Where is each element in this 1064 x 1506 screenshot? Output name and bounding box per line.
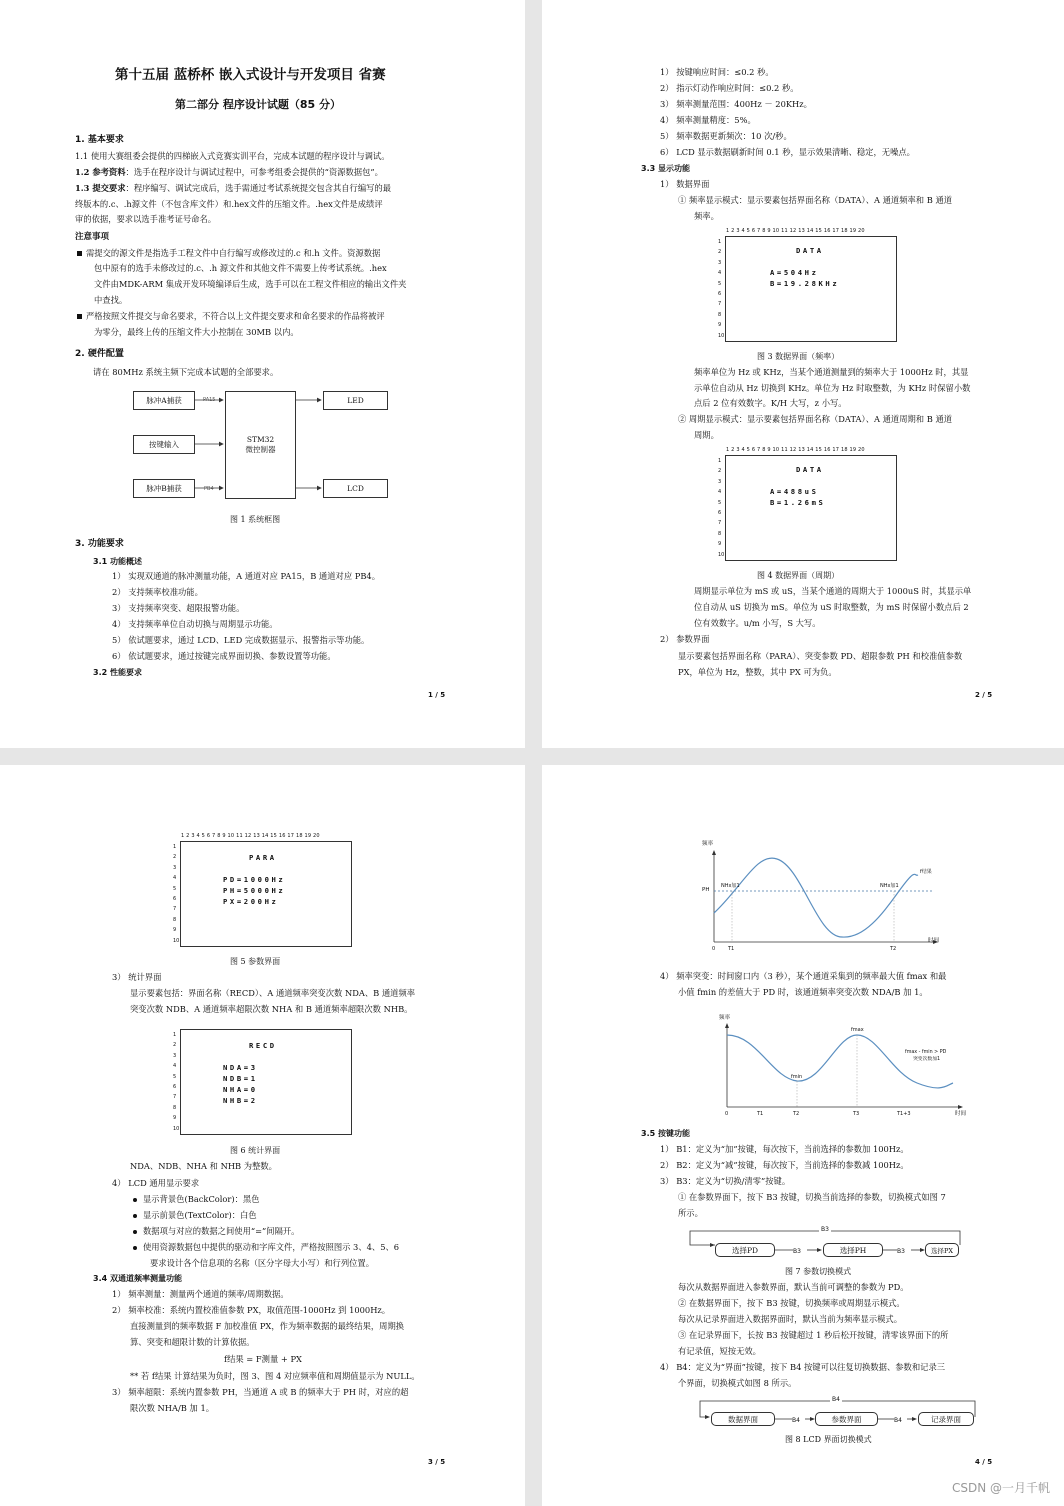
- heading-3-3: 3.3 显示功能: [641, 164, 690, 173]
- lcd-para: [173, 833, 352, 947]
- lcd-column-ruler: 1 2 3 4 5 6 7 8 9 10 11 12 13 14 15 16 17 18 19 20: [726, 447, 865, 453]
- lcd-line-title: DATA: [796, 465, 824, 474]
- b3-param-b: 所示。: [678, 1208, 703, 1218]
- para-ui-heading: 2） 参数界面: [660, 634, 710, 644]
- lcd-line-px: PX=200Hz: [223, 897, 279, 906]
- text-1-3-b: 终版本的.c、.h源文件（不包含库文件）和.hex文件的压缩文件。.hex文件是成绩评: [75, 199, 383, 209]
- chart1-nhx1: NHx加1: [721, 883, 740, 889]
- lcd-data-frequency: [718, 228, 897, 342]
- chart2-t13: T1+3: [897, 1111, 911, 1117]
- heading-3-2: 3.2 性能要求: [93, 668, 142, 677]
- page-1: [0, 0, 525, 748]
- formula-note: ** 若 f结果 计算结果为负时，图 3、图 4 对应频率值和周期值显示为 NULL。: [130, 1371, 420, 1381]
- meas-item: 1） 频率测量：测量两个通道的频率/周期数据。: [112, 1289, 289, 1299]
- lcd-bullet-1: [133, 1194, 260, 1205]
- key-b1: 1） B1：定义为“加”按键，每次按下，当前选择的参数加 100Hz。: [660, 1144, 909, 1154]
- label-1-2: 1.2 参考资料: [75, 167, 126, 177]
- heading-3-1: 3.1 功能概述: [93, 557, 142, 566]
- block-led: LED: [323, 391, 388, 410]
- b3-text-5: 有记录值，短按无效。: [678, 1346, 761, 1356]
- b3-text-2: ② 在数据界面下，按下 B3 按键，切换频率或周期显示模式。: [678, 1298, 905, 1308]
- fig5-caption: 图 5 参数界面: [230, 957, 281, 966]
- fig8-node-recd: 记录界面: [918, 1412, 974, 1426]
- fig7-top-arrow-label: B3: [821, 1226, 829, 1233]
- csdn-watermark: CSDN @一月千帆: [951, 1481, 1050, 1495]
- note-2-b: 为零分，最终上传的压缩文件大小控制在 30MB 以内。: [94, 327, 299, 337]
- lcd-line-nha: NHA=0: [223, 1085, 258, 1094]
- b3-text-1: 每次从数据界面进入参数界面，默认当前可调整的参数为 PD。: [678, 1282, 909, 1292]
- formula: f结果 = F测量 + PX: [224, 1354, 302, 1364]
- fig7-node-px: 选择PX: [925, 1243, 959, 1257]
- lcd-line-a: A=504Hz: [770, 268, 819, 277]
- lcd-bullet-4-text: 使用资源数据包中提供的驱动和字库文件，严格按照图示 3、4、5、6: [143, 1242, 400, 1252]
- para-note-2: PX，单位为 Hz，整数，其中 PX 可为负。: [678, 667, 837, 677]
- fig1-caption: 图 1 系统框图: [230, 515, 281, 524]
- freq-note-3: 点后 2 位有效数字。K/H 大写，z 小写。: [694, 398, 847, 408]
- fig4-caption: 图 4 数据界面（周期）: [757, 571, 840, 580]
- text-1-3: [75, 183, 391, 194]
- chart2-t2: T2: [793, 1111, 800, 1117]
- heading-function: 3. 功能要求: [75, 539, 124, 549]
- func-item-5: 5） 依试题要求，通过 LCD、LED 完成数据显示、报警指示等功能。: [112, 635, 370, 645]
- note-2-a: 严格按照文件提交与命名要求，不符合以上文件提交要求和命名要求的作品将被评: [86, 311, 385, 321]
- key-b2: 2） B2：定义为“减”按键，每次按下，当前选择的参数减 100Hz。: [660, 1160, 909, 1170]
- bullet-dot: [133, 1198, 137, 1202]
- chart1-origin: 0: [712, 946, 716, 952]
- heading-3-5: 3.5 按键功能: [641, 1129, 690, 1138]
- page-number: 2 / 5: [975, 691, 993, 699]
- func-item-3: 3） 支持频率突变、超限报警功能。: [112, 603, 245, 613]
- block-pulse-a: 脉冲A捕获: [133, 391, 195, 410]
- func-item-2: 2） 支持频率校准功能。: [112, 587, 203, 597]
- lcd-line-nda: NDA=3: [223, 1063, 258, 1072]
- lcd-data-period: [718, 447, 897, 561]
- cal-item-c: 算、突变和超限计数的计算依据。: [130, 1337, 255, 1347]
- key-b4-b: 个界面，切换模式如图 8 所示。: [678, 1378, 797, 1388]
- chart2-t3: T3: [853, 1111, 860, 1117]
- fig3-caption: 图 3 数据界面（频率）: [757, 352, 840, 361]
- block-mcu: [225, 391, 296, 499]
- freq-note-1: 频率单位为 Hz 或 KHz，当某个通道测量到的频率大于 1000Hz 时，其显: [694, 367, 969, 377]
- chart1-xlabel: 时间: [928, 938, 940, 944]
- fig8-top-arrow-label: B4: [832, 1396, 840, 1403]
- label-pa15: PA15: [203, 397, 216, 403]
- freq-mode-b: 频率。: [694, 211, 719, 221]
- perf-item-6: 6） LCD 显示数据刷新时间 0.1 秒，显示效果清晰、稳定，无噪点。: [660, 147, 915, 157]
- bullet-square: [77, 251, 82, 256]
- chart-jump-graphic: [717, 1023, 967, 1111]
- key-b4-a: 4） B4：定义为“界面”按键，按下 B4 按键可以往复切换数据、参数和记录三: [660, 1362, 946, 1372]
- func-item-4: 4） 支持频率单位自动切换与周期显示功能。: [112, 619, 278, 629]
- lcd-line-a: A=488uS: [770, 487, 819, 496]
- lcd-bullet-4: [133, 1242, 399, 1253]
- chart2-t1: T1: [757, 1111, 764, 1117]
- fig8-node-para: 参数界面: [815, 1412, 878, 1426]
- perf-item-3: 3） 频率测量范围：400Hz － 20KHz。: [660, 99, 812, 109]
- fig8-caption: 图 8 LCD 界面切换模式: [785, 1435, 872, 1444]
- lcd-line-title: RECD: [249, 1041, 277, 1050]
- fig7-node-ph: 选择PH: [823, 1243, 883, 1257]
- lcd-column-ruler: 1 2 3 4 5 6 7 8 9 10 11 12 13 14 15 16 17 18 19 20: [726, 228, 865, 234]
- page-2: [542, 0, 1064, 748]
- cal-item-a: 2） 频率校准：系统内置校准值参数 PX，取值范围-1000Hz 到 1000Hz。: [112, 1305, 391, 1315]
- lcd-bullet-3: [133, 1226, 299, 1237]
- block-key-input: 按键输入: [133, 435, 195, 454]
- note-2: [77, 311, 385, 322]
- over-item-a: 3） 频率超限：系统内置参数 PH，当通道 A 或 B 的频率大于 PH 时，对应的超: [112, 1387, 409, 1397]
- chart1-t1: T1: [728, 946, 735, 952]
- page-number: 4 / 5: [975, 1458, 993, 1466]
- bullet-square: [77, 314, 82, 319]
- text-1-1: 1.1 使用大赛组委会提供的四梯嵌入式竞赛实训平台，完成本试题的程序设计与调试。: [75, 151, 390, 161]
- b3-text-3: 每次从记录界面进入数据界面时，默认当前为频率显示模式。: [678, 1314, 903, 1324]
- mcu-desc: 微控制器: [245, 445, 276, 454]
- fig7-arrow-label-2: B3: [897, 1248, 905, 1255]
- lcd-column-ruler: 1 2 3 4 5 6 7 8 9 10 11 12 13 14 15 16 17 18 19 20: [181, 833, 320, 839]
- fig8-diagram: [695, 1393, 980, 1429]
- page-number: 1 / 5: [428, 691, 446, 699]
- recd-ui-heading: 3） 统计界面: [112, 972, 162, 982]
- page-3: [0, 765, 525, 1506]
- chart2-cond-2: 突变次数加1: [913, 1057, 941, 1062]
- fig8-node-data: 数据界面: [711, 1412, 775, 1426]
- chart-jump: [717, 1015, 967, 1117]
- lcd-line-title: DATA: [796, 246, 824, 255]
- chart2-origin: 0: [725, 1111, 729, 1117]
- heading-basic: 1. 基本要求: [75, 135, 124, 145]
- lcd-line-ph: PH=5000Hz: [223, 886, 286, 895]
- chart2-xlabel: 时间: [955, 1111, 967, 1117]
- fig8-arrow-label-1: B4: [792, 1417, 800, 1424]
- lcd-line-pd: PD=1000Hz: [223, 875, 286, 884]
- chart-overrun: [702, 841, 942, 952]
- recd-note-2: 突变次数 NDB、A 通道频率超限次数 NHA 和 B 通道频率超限次数 NHB。: [130, 1004, 413, 1014]
- key-b3: 3） B3：定义为“切换/清零”按键。: [660, 1176, 791, 1186]
- chart2-cond-1: fmax - fmin > PD: [905, 1050, 947, 1055]
- period-note-3: 位有效数字。u/m 小写，S 大写。: [694, 618, 821, 628]
- lcd-recd: [173, 1029, 352, 1135]
- chart2-fmin: fmin: [791, 1074, 803, 1080]
- lcd-row-ruler: 1 2 3 4 5 6 7 8 9 10: [718, 239, 725, 339]
- text-1-3-c: 审的依据，要求以选手准考证号命名。: [75, 214, 217, 224]
- perf-item-2: 2） 指示灯动作响应时间：≤0.2 秒。: [660, 83, 799, 93]
- fig7-diagram: [685, 1223, 965, 1263]
- lcd-row-ruler: 1 2 3 4 5 6 7 8 9 10: [718, 458, 725, 558]
- chart1-ph-label: PH: [702, 887, 710, 893]
- lcd-bullet-3-text: 数据项与对应的数据之间使用“=”间隔开。: [143, 1226, 300, 1236]
- jump-item-b: 小值 fmin 的差值大于 PD 时，该通道频率突变次数 NDA/B 加 1。: [678, 987, 928, 997]
- fig8-arrow-label-2: B4: [894, 1417, 902, 1424]
- text-1-2: [75, 167, 383, 178]
- lcd-line-b: B=19.28KHz: [770, 279, 840, 288]
- note-1-a: 需提交的源文件是指选手工程文件中自行编写或修改过的.c 和.h 文件。资源数据: [86, 248, 381, 258]
- over-item-b: 限次数 NHA/B 加 1。: [130, 1403, 215, 1413]
- period-note-1: 周期显示单位为 mS 或 uS，当某个通道的周期大于 1000uS 时，其显示单: [694, 586, 972, 596]
- chart1-t2: T2: [890, 946, 897, 952]
- lcd-bullet-1-text: 显示背景色(BackColor)：黑色: [143, 1194, 260, 1204]
- label-1-3: 1.3 提交要求: [75, 183, 126, 193]
- lcd-line-title: PARA: [249, 853, 277, 862]
- lcd-bullet-2-text: 显示前景色(TextColor)：白色: [143, 1210, 257, 1220]
- text-1-3-a: ：程序编写、调试完成后，选手需通过考试系统提交包含其自行编写的最: [125, 183, 392, 193]
- cal-item-b: 直接测量到的频率数据 F 加校准值 PX，作为频率数据的最终结果，周期换: [130, 1321, 405, 1331]
- recd-note-1: 显示要素包括：界面名称（RECD）、A 通道频率突变次数 NDA、B 通道频率: [130, 988, 416, 998]
- doc-title: 第十五届 蓝桥杯 嵌入式设计与开发项目 省赛: [115, 67, 386, 83]
- heading-notes: 注意事项: [75, 232, 110, 242]
- chart1-fout: f结果: [920, 869, 932, 875]
- mcu-name: STM32: [246, 435, 275, 444]
- b3-param-a: ① 在参数界面下，按下 B3 按键，切换当前选择的参数，切换模式如图 7: [678, 1192, 946, 1202]
- func-item-1: 1） 实现双通道的脉冲测量功能，A 通道对应 PA15，B 通道对应 PB4。: [112, 571, 381, 581]
- lcd-line-b: B=1.26mS: [770, 498, 826, 507]
- int-note: NDA、NDB、NHA 和 NHB 为整数。: [130, 1161, 277, 1171]
- bullet-dot: [133, 1214, 137, 1218]
- fig6-caption: 图 6 统计界面: [230, 1146, 281, 1155]
- fig7-arrow-label-1: B3: [793, 1248, 801, 1255]
- heading-hardware: 2. 硬件配置: [75, 349, 124, 359]
- freq-mode-a: ① 频率显示模式：显示要素包括界面名称（DATA）、A 通道频率和 B 通道: [678, 195, 953, 205]
- freq-note-2: 示单位自动从 Hz 切换到 KHz。单位为 Hz 时取整数，为 KHz 时保留小数: [694, 383, 971, 393]
- fig7-node-pd: 选择PD: [715, 1243, 775, 1257]
- lcd-line-ndb: NDB=1: [223, 1074, 258, 1083]
- chart2-fmax: fmax: [851, 1027, 864, 1033]
- fig7-caption: 图 7 参数切换模式: [785, 1267, 852, 1276]
- period-mode-a: ② 周期显示模式：显示要素包括界面名称（DATA）、A 通道周期和 B 通道: [678, 414, 953, 424]
- label-pb4: PB4: [204, 486, 214, 492]
- data-ui-heading: 1） 数据界面: [660, 179, 710, 189]
- lcd-row-ruler: 1 2 3 4 5 6 7 8 9 10: [173, 1032, 180, 1132]
- chart2-ylabel: 频率: [719, 1015, 731, 1021]
- note-1: [77, 248, 380, 259]
- page-number: 3 / 5: [428, 1458, 446, 1466]
- note-1-c: 文件由MDK-ARM 集成开发环境编译后生成，选手可以在工程文件相应的输出文件夹: [94, 279, 407, 289]
- bullet-dot: [133, 1246, 137, 1250]
- heading-3-4: 3.4 双通道频率测量功能: [93, 1274, 182, 1283]
- lcd-row-ruler: 1 2 3 4 5 6 7 8 9 10: [173, 844, 180, 944]
- system-diagram: [130, 388, 392, 504]
- perf-item-4: 4） 频率测量精度：5%。: [660, 115, 756, 125]
- text-hardware: 请在 80MHz 系统主频下完成本试题的全部要求。: [93, 367, 279, 377]
- b3-text-4: ③ 在记录界面下，长按 B3 按键超过 1 秒后松开按键，清零该界面下的所: [678, 1330, 949, 1340]
- lcd-bullet-2: [133, 1210, 257, 1221]
- period-mode-b: 周期。: [694, 430, 719, 440]
- lcd-line-nhb: NHB=2: [223, 1096, 258, 1105]
- perf-item-1: 1） 按键响应时间：≤0.2 秒。: [660, 67, 774, 77]
- block-pulse-b: 脉冲B捕获: [133, 479, 195, 498]
- func-item-6: 6） 依试题要求，通过按键完成界面切换、参数设置等功能。: [112, 651, 336, 661]
- lcd-req-heading: 4） LCD 通用显示要求: [112, 1178, 200, 1188]
- para-note-1: 显示要素包括界面名称（PARA）、突变参数 PD、超限参数 PH 和校准值参数: [678, 651, 963, 661]
- note-1-d: 中查找。: [94, 295, 128, 305]
- lcd-bullet-4-cont: 要求设计各个信息项的名称（区分字母大小写）和行列位置。: [150, 1258, 375, 1268]
- chart1-ylabel: 频率: [702, 841, 714, 847]
- block-lcd: LCD: [323, 479, 388, 498]
- chart1-nhx2: NHx加1: [880, 883, 899, 889]
- text-1-2-body: ：选手在程序设计与调试过程中，可参考组委会提供的“资源数据包”。: [125, 167, 383, 177]
- note-1-b: 包中原有的选手未修改过的.c、.h 源文件和其他文件不需要上传考试系统。.hex: [94, 263, 387, 273]
- doc-subtitle: 第二部分 程序设计试题（85 分）: [175, 98, 341, 111]
- bullet-dot: [133, 1230, 137, 1234]
- chart-overrun-graphic: [702, 847, 942, 947]
- page-4: [542, 765, 1064, 1506]
- period-note-2: 位自动从 uS 切换为 mS。单位为 uS 时取整数，为 mS 时保留小数点后 2: [694, 602, 969, 612]
- perf-item-5: 5） 频率数据更新频次：10 次/秒。: [660, 131, 792, 141]
- jump-item-a: 4） 频率突变：时间窗口内（3 秒），某个通道采集到的频率最大值 fmax 和最: [660, 971, 947, 981]
